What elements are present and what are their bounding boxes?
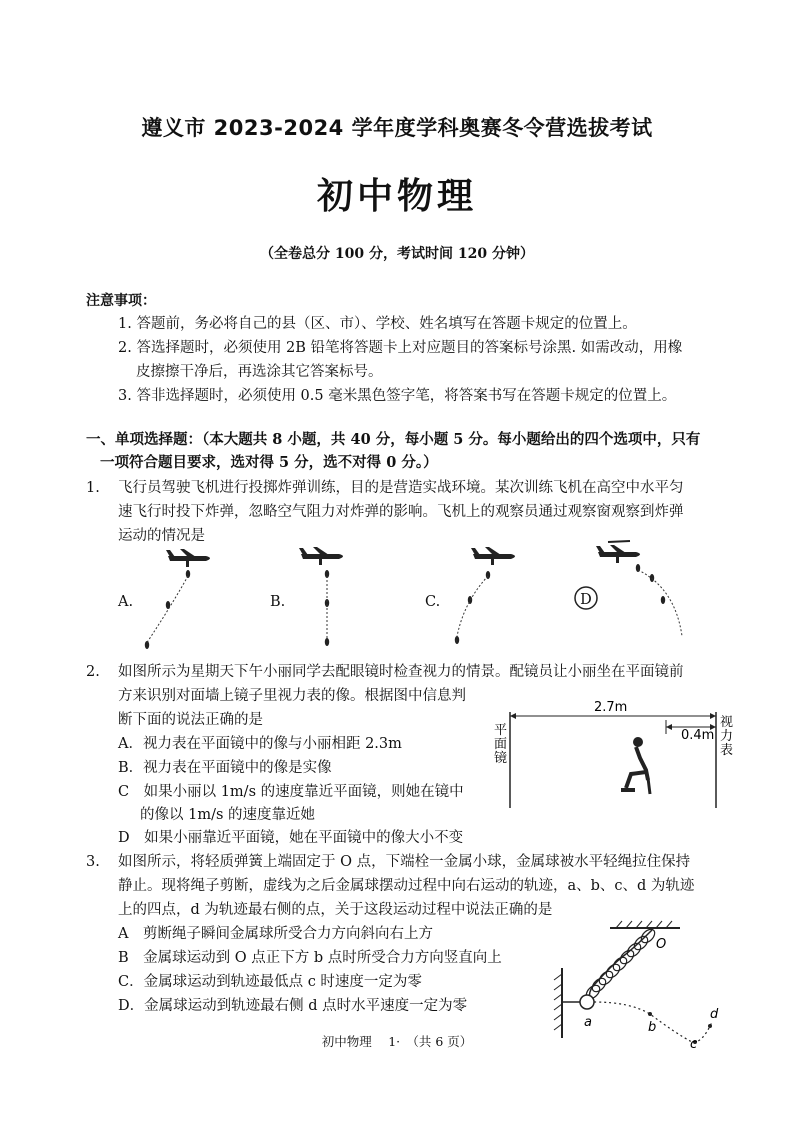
note-item: 1. 答题前，务必将自己的县（区、市）、学校、姓名填写在答题卡规定的位置上。 [118, 316, 637, 332]
option-text: B 金属球运动到 O 点正下方 b 点时所受合力方向竖直向上 [118, 950, 502, 966]
chart-label-1: 视 [720, 715, 734, 730]
notes-heading: 注意事项： [86, 293, 156, 309]
mirror-label-2: 面 [494, 737, 508, 752]
point-o-label: O [656, 937, 667, 952]
option-text: A．视力表在平面镜中的像与小丽相距 2.3m [118, 736, 402, 752]
question-number: 1. [86, 480, 100, 496]
question-text: 飞行员驾驶飞机进行投掷炸弹训练，目的是营造实战环境。某次训练飞机在高空中水平匀 [118, 480, 684, 496]
question-text: 如图所示，将轻质弹簧上端固定于 O 点，下端栓一金属小球，金属球被水平轻绳拉住保持 [118, 854, 691, 870]
q2-figure [486, 698, 756, 816]
page-footer: 初中物理 1· （共 6 页） [321, 1034, 473, 1049]
option-text: D 如果小丽靠近平面镜，她在平面镜中的像大小不变 [118, 830, 464, 846]
option-text: C 如果小丽以 1m/s 的速度靠近平面镜，则她在镜中 [118, 784, 464, 800]
question-text: 速飞行时投下炸弹，忽略空气阻力对炸弹的影响。飞机上的观察员通过观察窗观察到炸弹 [118, 504, 684, 520]
point-d-label: d [710, 1007, 719, 1022]
person-figure [621, 737, 650, 794]
option-b-diagram [299, 547, 343, 646]
exam-meta: （全卷总分 100 分，考试时间 120 分钟） [260, 246, 534, 262]
option-text: A 剪断绳子瞬间金属球所受合力方向斜向右上方 [118, 926, 433, 942]
exam-title: 遵义市 2023-2024 学年度学科奥赛冬令营选拔考试 [141, 116, 653, 140]
q1-figure [100, 538, 720, 656]
question-text: 上的四点，d 为轨迹最右侧的点，关于这段运动过程中说法正确的是 [118, 902, 553, 918]
note-item: 3. 答非选择题时，必须使用 0.5 毫米黑色签字笔，将答案书写在答题卡规定的位置上。 [118, 388, 677, 404]
point-b-label: b [648, 1020, 657, 1035]
question-text: 断下面的说法正确的是 [118, 712, 263, 728]
option-label: B. [270, 594, 286, 610]
chart-label-3: 表 [720, 743, 734, 758]
mirror-label-1: 平 [494, 723, 508, 738]
distance-total-label: 2.7m [594, 700, 628, 715]
option-a-diagram [145, 549, 210, 649]
option-d-diagram [575, 541, 682, 636]
subject-title: 初中物理 [316, 175, 477, 217]
note-item: 皮擦擦干净后，再选涂其它答案标号。 [136, 364, 383, 380]
question-text: 静止。现将绳子剪断，虚线为之后金属球摆动过程中向右运动的轨迹，a、b、c、d 为轨迹 [118, 878, 695, 894]
question-text: 如图所示为星期天下午小丽同学去配眼镜时检查视力的情景。配镜员让小丽坐在平面镜前 [118, 664, 684, 680]
option-text: B．视力表在平面镜中的像是实像 [118, 760, 332, 776]
question-text: 方来识别对面墙上镜子里视力表的像。根据图中信息判 [118, 688, 466, 704]
distance-small-label: 0.4m [681, 728, 715, 743]
section-heading-cont: 一项符合题目要求，选对得 5 分，选不对得 0 分。） [100, 454, 438, 471]
option-label: C. [425, 594, 441, 610]
point-c-label: c [690, 1037, 698, 1048]
option-c-diagram [455, 547, 515, 644]
option-label: A. [118, 594, 134, 610]
question-number: 3. [86, 854, 100, 870]
note-item: 2. 答选择题时，必须使用 2B 铅笔将答题卡上对应题目的答案标号涂黑. 如需改动，用橡 [118, 340, 683, 356]
q3-figure [540, 918, 740, 1048]
question-text: 运动的情况是 [118, 528, 205, 544]
mirror-label-3: 镜 [494, 751, 508, 766]
point-a-label: a [584, 1015, 592, 1030]
question-number: 2. [86, 664, 100, 680]
option-label-circled: D [580, 592, 592, 608]
option-text: D．金属球运动到轨迹最右侧 d 点时水平速度一定为零 [118, 998, 468, 1014]
section-heading: 一、单项选择题：（本大题共 8 小题，共 40 分，每小题 5 分。每小题给出的四个选项中，只有 [86, 431, 701, 448]
option-text: 的像以 1m/s 的速度靠近她 [140, 807, 316, 823]
chart-label-2: 力 [720, 729, 734, 744]
option-text: C．金属球运动到轨迹最低点 c 时速度一定为零 [118, 974, 422, 990]
